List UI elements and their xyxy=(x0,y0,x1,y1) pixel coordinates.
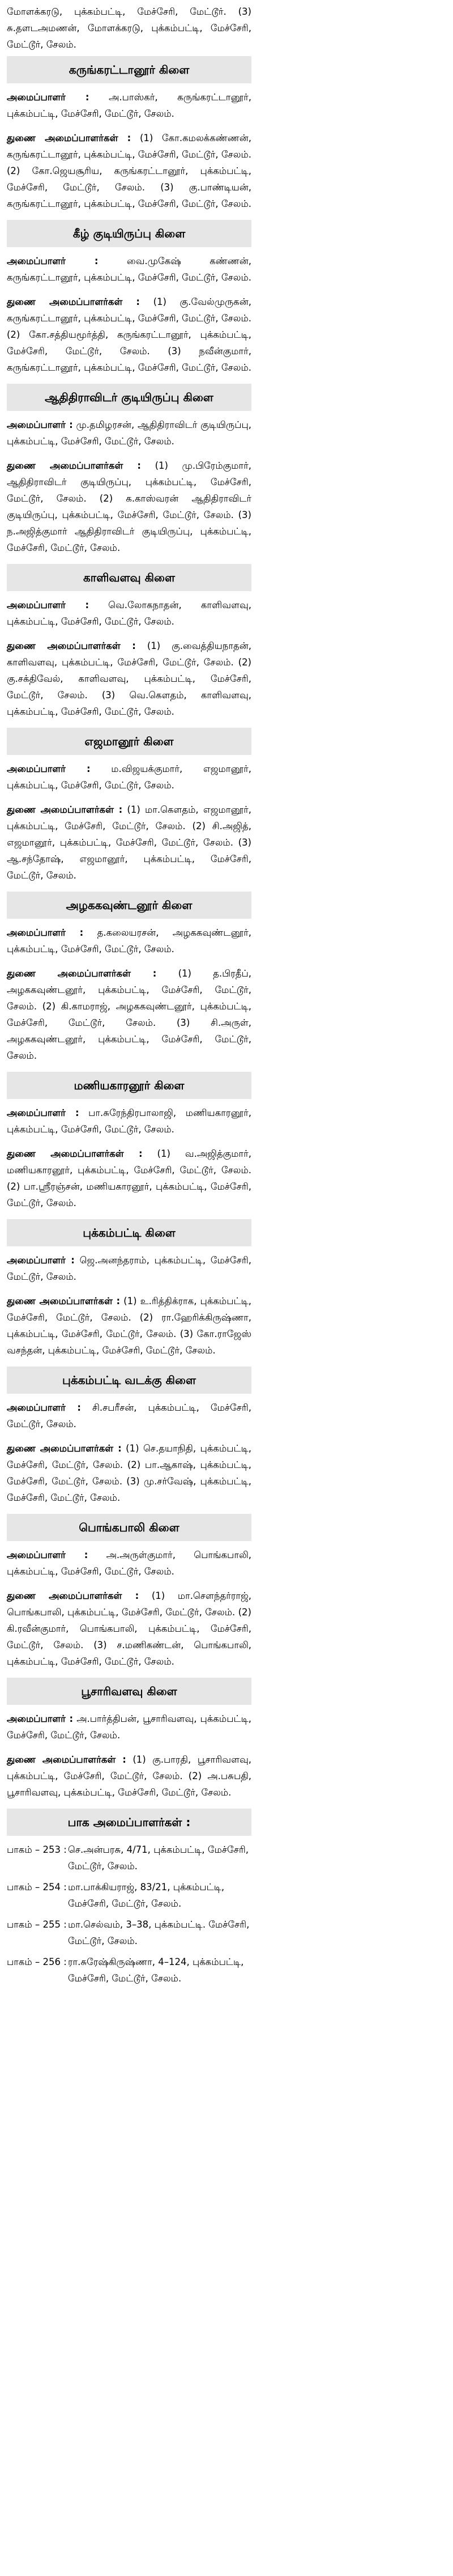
deputy-organizers-paragraph xyxy=(7,130,251,212)
organizer-paragraph xyxy=(7,253,251,286)
deputy-organizers-label: துணை அமைப்பாளர்கள் : xyxy=(7,1296,121,1306)
paaga-item xyxy=(7,1954,251,1987)
deputy-organizers-label: துணை அமைப்பாளர்கள் : xyxy=(7,460,142,471)
continued-text: மோளக்கரடு, புக்கம்பட்டி, மேச்சேரி, மேட்டூர். (3) சு.தளடஅமணன், மோளக்கரடு, புக்கம்பட்டி, மேச்சேரி, மேட்டூர், சேலம். xyxy=(7,6,251,50)
deputy-organizers-text: (1) வ.அஜித்குமார், மணியகாரனூர், புக்கம்பட்டி, மேச்சேரி, மேட்டூர், சேலம். (2) பா.ஸ்ரீரஞ்சன், மணியகாரனூர், புக்கம்பட்டி, மேச்சேரி, மேட்டூர், சேலம். xyxy=(7,1148,252,1208)
organizer-text: த.கலையரசன், அழககவுண்டனூர், புக்கம்பட்டி, மேச்சேரி, மேட்டூர், சேலம். xyxy=(7,927,252,954)
branch-section xyxy=(7,1514,251,1670)
deputy-organizers-label: துணை அமைப்பாளர்கள் : xyxy=(7,296,140,307)
organizer-text: அ.அருள்குமார், பொங்கபாலி, புக்கம்பட்டி, மேச்சேரி, மேட்டூர், சேலம். xyxy=(7,1550,252,1577)
deputy-organizers-text: (1) த.பிரதீப், அழககவுண்டனூர், புக்கம்பட்டி, மேச்சேரி, மேட்டூர், சேலம். (2) கி.காமராஜ், அழககவுண்டனூர், புக்கம்பட்டி, மேச்சேரி, மேட்டூர், சேலம். (3) சி.அருள், அழககவுண்டனூர், புக்கம்பட்டி, மேச்சேரி, மேட்டூர், சேலம். xyxy=(7,968,251,1061)
deputy-organizers-label: துணை அமைப்பாளர்கள் : xyxy=(7,1590,139,1601)
branch-section xyxy=(7,1678,251,1801)
branch-sections xyxy=(7,56,251,1801)
organizer-paragraph xyxy=(7,1105,251,1138)
organizer-label: அமைப்பாளர் : xyxy=(7,256,99,266)
paaga-number: பாகம் – 255 : xyxy=(7,1919,67,1930)
organizer-text: வை.முகேஷ் கண்ணன், கருங்கரட்டானூர், புக்கம்பட்டி, மேச்சேரி, மேட்டூர், சேலம். xyxy=(7,256,252,283)
branch-section xyxy=(7,892,251,1064)
organizer-label: அமைப்பாளர் : xyxy=(7,600,89,610)
branch-heading: புக்கம்பட்டி கிளை xyxy=(7,1219,251,1246)
deputy-organizers-paragraph xyxy=(7,1145,251,1211)
branch-heading: பூசாரிவளவு கிளை xyxy=(7,1678,251,1705)
organizer-label: அமைப்பாளர் : xyxy=(7,1713,74,1724)
paaga-address: செ.அன்பரசு, 4/71, புக்கம்பட்டி, மேச்சேரி, மேட்டூர், சேலம். xyxy=(68,1844,249,1871)
document-column xyxy=(0,3,256,1987)
branch-section xyxy=(7,56,251,212)
paaga-section xyxy=(7,1809,251,1987)
deputy-organizers-paragraph xyxy=(7,965,251,1064)
organizer-paragraph xyxy=(7,924,251,957)
paaga-address: மா.செல்வம், 3–38, புக்கம்பட்டி. மேச்சேரி, மேட்டூர், சேலம். xyxy=(68,1919,250,1946)
deputy-organizers-label: துணை அமைப்பாளர்கள் : xyxy=(7,1754,126,1765)
paaga-number: பாகம் – 254 : xyxy=(7,1882,67,1892)
deputy-organizers-text: (1) மு.பிரேம்குமார், ஆதிதிராவிடர் குடியிருப்பு, புக்கம்பட்டி, மேச்சேரி, மேட்டூர், சேலம். (2) க.காஸ்வரன் ஆதிதிராவிடர் குடியிருப்பு, புக்கம்பட்டி, மேச்சேரி, மேட்டூர், சேலம். (3) ந.அஜித்குமார் ஆதிதிராவிடர் குடியிருப்பு, புக்கம்பட்டி, மேச்சேரி, மேட்டூர், சேலம். xyxy=(7,460,251,553)
deputy-organizers-text: (1) செ.தயாநிதி, புக்கம்பட்டி, மேச்சேரி, மேட்டூர், சேலம். (2) பா.ஆகாஷ், புக்கம்பட்டி, மேச்சேரி, மேட்டூர், சேலம். (3) மு.சர்வேஷ், புக்கம்பட்டி, மேச்சேரி, மேட்டூர், சேலம். xyxy=(7,1443,252,1503)
organizer-label: அமைப்பாளர் : xyxy=(7,419,73,430)
deputy-organizers-text: (1) கு.வைத்தியநாதன், காளிவளவு, புக்கம்பட்டி, மேச்சேரி, மேட்டூர், சேலம். (2) கு.சக்திவேல், காளிவளவு, புக்கம்பட்டி, மேச்சேரி, மேட்டூர், சேலம். (3) வெ.கௌதம், காளிவளவு, புக்கம்பட்டி, மேச்சேரி, மேட்டூர், சேலம். xyxy=(7,640,251,717)
branch-heading: மணியகாரனூர் கிளை xyxy=(7,1072,251,1099)
organizer-text: ஜெ.அனந்தராம், புக்கம்பட்டி, மேச்சேரி, மேட்டூர், சேலம். xyxy=(7,1255,251,1282)
organizer-paragraph xyxy=(7,1711,251,1743)
organizer-paragraph xyxy=(7,417,251,449)
deputy-organizers-text: (1) கோ.கமலக்கண்ணன், கருங்கரட்டானூர், புக்கம்பட்டி, மேச்சேரி, மேட்டூர், சேலம். (2) கோ.ஜெயசூரிய, கருங்கரட்டானூர், புக்கம்பட்டி, மேச்சேரி, மேட்டூர், சேலம். (3) கு.பாண்டியன், கருங்கரட்டானூர், புக்கம்பட்டி, மேச்சேரி, மேட்டூர், சேலம். xyxy=(7,133,251,209)
branch-section xyxy=(7,1366,251,1506)
branch-heading: கீழ் குடியிருப்பு கிளை xyxy=(7,220,251,247)
deputy-organizers-label: துணை அமைப்பாளர்கள் : xyxy=(7,804,123,815)
branch-heading: ஆதிதிராவிடர் குடியிருப்பு கிளை xyxy=(7,384,251,411)
organizer-label: அமைப்பாளர் : xyxy=(7,1402,81,1413)
deputy-organizers-label: துணை அமைப்பாளர்கள் : xyxy=(7,1148,143,1159)
organizer-text: ம.விஜயக்குமார், எஜமானூர், புக்கம்பட்டி, மேச்சேரி, மேட்டூர், சேலம். xyxy=(7,763,252,791)
organizer-text: மு.தமிழரசன், ஆதிதிராவிடர் குடியிருப்பு, புக்கம்பட்டி, மேச்சேரி, மேட்டூர், சேலம். xyxy=(7,419,251,447)
deputy-organizers-paragraph xyxy=(7,801,251,884)
organizer-paragraph xyxy=(7,1252,251,1285)
organizer-text: பா.சுரேந்திரபாலாஜி, மணியகாரனூர், புக்கம்பட்டி, மேச்சேரி, மேட்டூர், சேலம். xyxy=(7,1107,251,1135)
branch-section xyxy=(7,728,251,884)
paaga-item xyxy=(7,1841,251,1874)
organizer-label: அமைப்பாளர் : xyxy=(7,1107,79,1118)
deputy-organizers-text: (1) உ.ரித்திக்ராக, புக்கம்பட்டி, மேச்சேரி, மேட்டூர், சேலம். (2) ரா.ஹேரிக்கிருஷ்ணா, புக்கம்பட்டி, மேச்சேரி, மேட்டூர், சேலம். (3) கோ.ராஜேஸ் வசந்தன், புக்கம்பட்டி, மேச்சேரி, மேட்டூர், சேலம். xyxy=(7,1296,251,1356)
paaga-number: பாகம் – 253 : xyxy=(7,1844,67,1855)
deputy-organizers-paragraph xyxy=(7,1588,251,1670)
paaga-list xyxy=(7,1841,251,1987)
paaga-heading: பாக அமைப்பாளர்கள் : xyxy=(7,1809,251,1836)
organizer-paragraph xyxy=(7,597,251,630)
branch-section xyxy=(7,1219,251,1359)
branch-heading: பொங்கபாலி கிளை xyxy=(7,1514,251,1541)
organizer-text: அ.பாஸ்கர், கருங்கரட்டானூர், புக்கம்பட்டி, மேச்சேரி, மேட்டூர், சேலம். xyxy=(7,92,251,119)
organizer-text: அ.பார்த்திபன், பூசாரிவளவு, புக்கம்பட்டி, மேச்சேரி, மேட்டூர், சேலம். xyxy=(7,1713,251,1741)
deputy-organizers-paragraph xyxy=(7,638,251,720)
branch-section xyxy=(7,564,251,720)
branch-section xyxy=(7,1072,251,1211)
paaga-item xyxy=(7,1879,251,1912)
organizer-label: அமைப்பாளர் : xyxy=(7,92,89,103)
deputy-organizers-label: துணை அமைப்பாளர்கள் : xyxy=(7,133,131,143)
deputy-organizers-label: துணை அமைப்பாளர்கள் : xyxy=(7,640,136,651)
organizer-paragraph xyxy=(7,1399,251,1432)
deputy-organizers-label: துணை அமைப்பாளர்கள் : xyxy=(7,968,157,979)
branch-heading: கருங்கரட்டானூர் கிளை xyxy=(7,56,251,83)
branch-heading: எஜமானூர் கிளை xyxy=(7,728,251,755)
deputy-organizers-text: (1) கு.பாரதி, பூசாரிவளவு, புக்கம்பட்டி, மேச்சேரி, மேட்டூர், சேலம். (2) அ.பசுபதி, பூசாரிவளவு, புக்கம்பட்டி, மேச்சேரி, மேட்டூர், சேலம். xyxy=(7,1754,252,1798)
branch-heading: காளிவளவு கிளை xyxy=(7,564,251,591)
deputy-organizers-text: (1) மா.கௌதம், எஜமானூர், புக்கம்பட்டி, மேச்சேரி, மேட்டூர், சேலம். (2) சி.அஜித், எஜமானூர், புக்கம்பட்டி, மேச்சேரி, மேட்டூர், சேலம். (3) ஆ.சந்தோஷ், எஜமானூர், புக்கம்பட்டி, மேச்சேரி, மேட்டூர், சேலம். xyxy=(7,804,251,881)
organizer-label: அமைப்பாளர் : xyxy=(7,1255,75,1266)
paaga-address: ரா.சுரேஷ்கிருஷ்ணா, 4–124, புக்கம்பட்டி, மேச்சேரி, மேட்டூர், சேலம். xyxy=(68,1957,244,1984)
deputy-organizers-label: துணை அமைப்பாளர்கள் : xyxy=(7,1443,122,1454)
deputy-organizers-paragraph xyxy=(7,1440,251,1506)
deputy-organizers-paragraph xyxy=(7,1751,251,1801)
paaga-item xyxy=(7,1916,251,1949)
paaga-number: பாகம் – 256 : xyxy=(7,1957,67,1967)
deputy-organizers-text: (1) கு.வேல்முருகன், கருங்கரட்டானூர், புக்கம்பட்டி, மேச்சேரி, மேட்டூர், சேலம். (2) கோ.சத்தியமூர்த்தி, கருங்கரட்டானூர், புக்கம்பட்டி, மேச்சேரி, மேட்டூர், சேலம். (3) நவீன்குமார், கருங்கரட்டானூர், புக்கம்பட்டி, மேச்சேரி, மேட்டூர், சேலம். xyxy=(7,296,251,373)
branch-section xyxy=(7,220,251,376)
organizer-text: சி.சபரீசன், புக்கம்பட்டி, மேச்சேரி, மேட்டூர், சேலம். xyxy=(7,1402,251,1429)
organizer-label: அமைப்பாளர் : xyxy=(7,1550,88,1560)
deputy-organizers-paragraph xyxy=(7,294,251,376)
organizer-paragraph xyxy=(7,761,251,793)
branch-heading: அழககவுண்டனூர் கிளை xyxy=(7,892,251,919)
deputy-organizers-text: (1) மா.செளந்தர்ராஜ், பொங்கபாலி, புக்கம்பட்டி, மேச்சேரி, மேட்டூர், சேலம். (2) கி.ரவீன்குமார், பொங்கபாலி, புக்கம்பட்டி, மேச்சேரி, மேட்டூர், சேலம். (3) ச.மணிகண்டன், பொங்கபாலி, புக்கம்பட்டி, மேச்சேரி, மேட்டூர், சேலம். xyxy=(7,1590,251,1667)
organizer-paragraph xyxy=(7,1547,251,1580)
organizer-text: வெ.லோகநாதன், காளிவளவு, புக்கம்பட்டி, மேச்சேரி, மேட்டூர், சேலம். xyxy=(7,600,251,627)
deputy-organizers-paragraph xyxy=(7,457,251,556)
organizer-paragraph xyxy=(7,89,251,122)
organizer-label: அமைப்பாளர் : xyxy=(7,763,91,774)
organizer-label: அமைப்பாளர் : xyxy=(7,927,84,938)
paaga-address: மா.பாக்கியராஜ், 83/21, புக்கம்பட்டி, மேச்சேரி, மேட்டூர், சேலம். xyxy=(68,1882,225,1909)
branch-section xyxy=(7,384,251,556)
deputy-organizers-paragraph xyxy=(7,1293,251,1359)
branch-heading: புக்கம்பட்டி வடக்கு கிளை xyxy=(7,1366,251,1394)
